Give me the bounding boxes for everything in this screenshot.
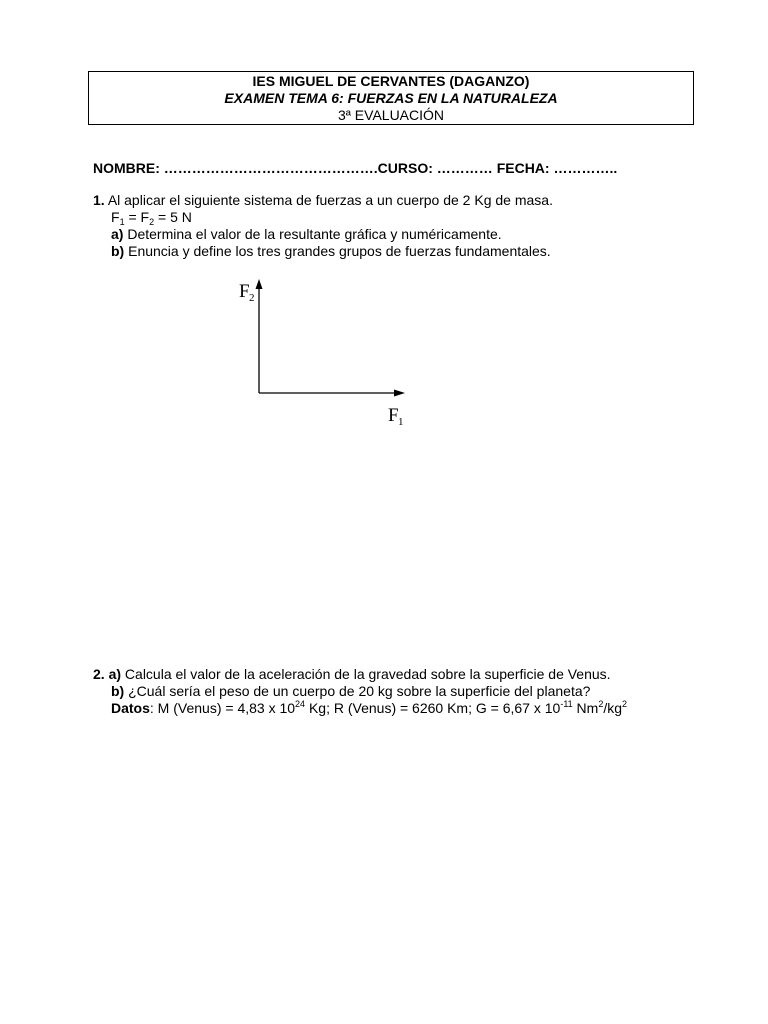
q1-a-text: Determina el valor de la resultante gráfica y numéricamente. [123,226,502,242]
f1-arrowhead [394,390,405,397]
datos-label: Datos [111,700,150,716]
q1-statement [93,192,553,209]
f1-label: F [388,405,399,426]
q1-part-b [111,243,551,260]
force-vectors-diagram [230,275,430,435]
q1-force-sub1: 1 [119,217,125,227]
school-name: IES MIGUEL DE CERVANTES (DAGANZO) [252,73,530,89]
q2-part-b [111,683,590,700]
q2-part-a [93,666,611,683]
q2-datos [111,700,627,717]
q2-a-text: Calcula el valor de la aceleración de la gravedad sobre la superficie de Venus. [121,666,611,682]
q1-part-a [111,226,502,243]
q2-number: 2. [93,666,105,682]
datos-nm-exp: 2 [598,699,604,709]
evaluation-label: 3ª EVALUACIÓN [337,107,445,123]
curso-label: CURSO: [377,160,433,176]
fecha-field: ………….. [549,160,618,176]
q1-force-sub2: 2 [149,217,155,227]
datos-mass: : M (Venus) = 4,83 x 10 [149,700,296,716]
f2-arrowhead [256,279,263,289]
fecha-label: FECHA: [496,160,550,176]
q2-b-text: ¿Cuál sería el peso de un cuerpo de 20 kg sobre la superficie del planeta? [124,683,591,699]
q1-a-label: a) [111,226,124,242]
q1-b-label: b) [111,243,125,259]
q1-force-eq1: = F [124,209,150,225]
f2-label: F [239,281,250,302]
q2-a-label: a) [108,666,122,682]
f1-label-sub: 1 [398,416,404,428]
datos-nm: Nm [572,700,599,716]
q1-force-symbol: F [111,209,120,225]
q2-b-label: b) [111,683,125,699]
q1-force-eq2: = 5 N [154,209,192,225]
exam-title: EXAMEN TEMA 6: FUERZAS EN LA NATURALEZA [224,90,558,106]
nombre-label: NOMBRE: [93,160,160,176]
nombre-field: ………………………………………. [159,160,378,176]
datos-kg-exp: 2 [622,699,628,709]
curso-field: ………… [432,160,497,176]
q1-number: 1. [93,192,105,208]
q1-text: Al aplicar el siguiente sistema de fuerzas a un cuerpo de 2 Kg de masa. [107,192,553,208]
datos-radius: Kg; R (Venus) = 6260 Km; G = 6,67 x 10 [305,700,561,716]
datos-g-exp: -11 [560,699,573,709]
student-info-line [93,160,617,177]
datos-mass-exp: 24 [295,699,306,709]
exam-header [88,71,694,125]
datos-kg: /kg [603,700,623,716]
f2-label-sub: 2 [249,292,255,304]
q1-forces [111,209,192,226]
q1-b-text: Enuncia y define los tres grandes grupos de fuerzas fundamentales. [124,243,551,259]
